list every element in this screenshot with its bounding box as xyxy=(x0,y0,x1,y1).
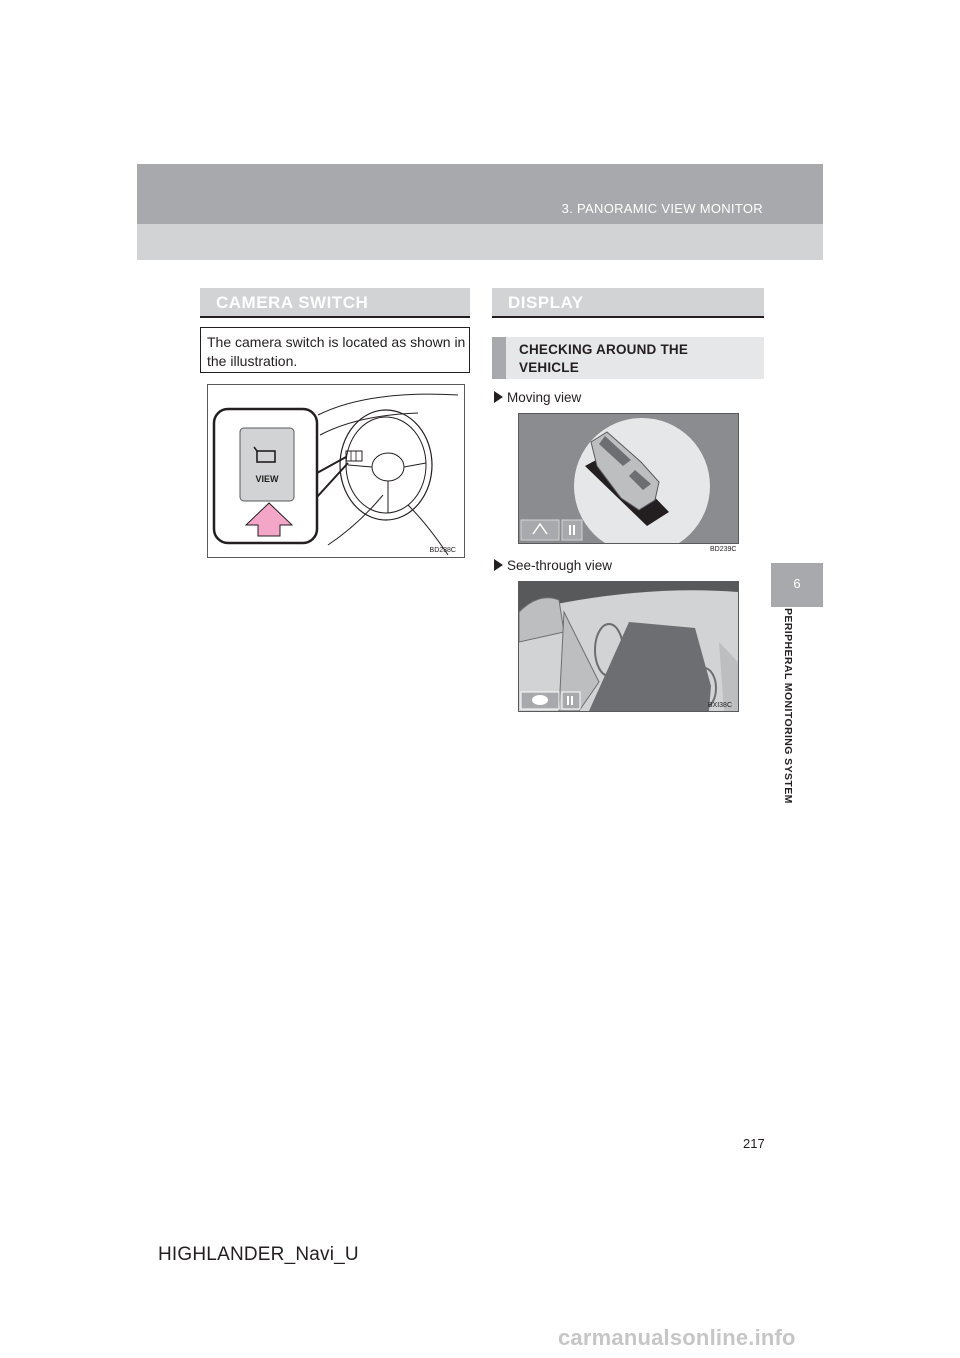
camera-switch-illustration xyxy=(207,384,465,558)
view-button-label: VIEW xyxy=(255,474,279,484)
see-through-view-image xyxy=(519,582,738,711)
figure-code-bd239c: BD239C xyxy=(710,546,737,553)
checking-around-subheading xyxy=(492,337,764,379)
header-subband xyxy=(137,224,823,260)
chapter-label: PERIPHERAL MONITORING SYSTEM xyxy=(782,608,794,804)
moving-view-screen xyxy=(518,413,739,544)
watermark: carmanualsonline.info xyxy=(558,1325,796,1350)
chapter-number: 6 xyxy=(793,576,801,591)
moving-view-label: Moving view xyxy=(507,390,582,405)
bullet-arrow-icon xyxy=(494,559,503,571)
figure-code-bd238c: BD238C xyxy=(429,547,456,554)
see-through-view-screen xyxy=(518,581,739,712)
checking-around-subheading-text: CHECKING AROUND THE VEHICLE xyxy=(519,342,689,375)
camera-switch-heading xyxy=(200,288,470,318)
camera-switch-info-box: The camera switch is located as shown in the illustration. xyxy=(200,327,470,373)
moving-view-image xyxy=(519,414,738,543)
see-through-view-label: See-through view xyxy=(507,558,613,573)
bullet-arrow-icon xyxy=(494,391,503,403)
camera-switch-heading-text: CAMERA SWITCH xyxy=(216,293,369,312)
subheading-bar xyxy=(492,337,506,379)
section-title: 3. PANORAMIC VIEW MONITOR xyxy=(561,201,763,216)
see-through-view-bullet xyxy=(494,558,612,573)
moving-view-bullet xyxy=(494,390,581,405)
page-number: 217 xyxy=(743,1136,765,1151)
display-heading-text: DISPLAY xyxy=(508,293,584,312)
display-heading xyxy=(492,288,764,318)
footer-doc-id: HIGHLANDER_Navi_U xyxy=(158,1244,359,1265)
steering-wheel-drawing xyxy=(208,385,464,557)
figure-code-bxi38c: BXI38C xyxy=(707,702,732,709)
